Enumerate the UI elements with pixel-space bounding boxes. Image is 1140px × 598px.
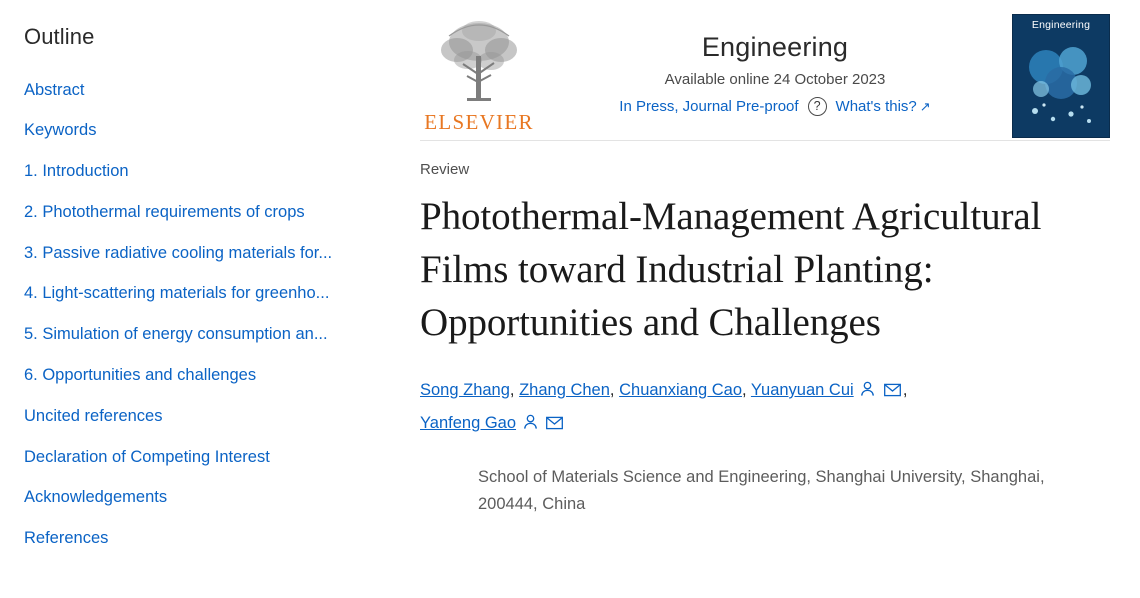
- envelope-icon[interactable]: [884, 377, 901, 408]
- journal-cover-thumbnail[interactable]: [1012, 14, 1110, 138]
- outline-heading: Outline: [24, 24, 95, 49]
- help-icon[interactable]: ?: [808, 97, 827, 116]
- author-list: [420, 375, 1100, 442]
- journal-meta: [538, 14, 1012, 116]
- sidebar-item-section-2[interactable]: 2. Photothermal requirements of crops: [24, 202, 305, 221]
- article-type-label: Review: [420, 161, 470, 178]
- sidebar-item-references[interactable]: References: [24, 529, 109, 548]
- whats-this-label: What's this?: [835, 98, 917, 115]
- author-name[interactable]: Song Zhang: [420, 381, 510, 400]
- sidebar-item-introduction[interactable]: 1. Introduction: [24, 162, 129, 181]
- sidebar-item-declaration-of-competing-interest[interactable]: Declaration of Competing Interest: [24, 447, 270, 466]
- author-name[interactable]: Yanfeng Gao: [420, 414, 517, 433]
- whats-this-link[interactable]: [836, 98, 931, 115]
- person-icon[interactable]: [860, 377, 875, 408]
- page-title: Photothermal-Management Agricultural Films toward Industrial Planting: Opportunities and Challenges: [420, 195, 1042, 345]
- elsevier-logo: [420, 14, 538, 135]
- author-name[interactable]: Chuanxiang Cao: [619, 381, 743, 400]
- author-separator: ,: [742, 381, 747, 400]
- sidebar-item-keywords[interactable]: Keywords: [24, 121, 97, 140]
- article-body: [400, 141, 1140, 518]
- external-link-icon: ↗: [919, 98, 931, 114]
- affiliation: School of Materials Science and Engineering, Shanghai University, Shanghai, 200444, China: [478, 467, 1045, 513]
- author-separator: ,: [609, 381, 615, 400]
- outline-nav: [24, 70, 378, 560]
- author-separator: ,: [509, 381, 515, 400]
- sidebar-item-uncited-references[interactable]: Uncited references: [24, 406, 163, 425]
- article-main: [400, 0, 1140, 598]
- available-online-date: Available online 24 October 2023: [664, 71, 886, 88]
- sidebar-item-section-4[interactable]: 4. Light-scattering materials for greenho...: [24, 284, 330, 303]
- press-status-row: [538, 97, 1012, 116]
- author-separator: ,: [902, 381, 908, 400]
- sidebar-item-section-5[interactable]: 5. Simulation of energy consumption an...: [24, 325, 328, 344]
- in-press-link[interactable]: In Press, Journal Pre-proof: [619, 98, 799, 115]
- person-icon[interactable]: [523, 410, 538, 441]
- author-name[interactable]: Zhang Chen: [519, 381, 610, 400]
- sidebar-item-section-3[interactable]: 3. Passive radiative cooling materials for...: [24, 243, 333, 262]
- elsevier-wordmark: ELSEVIER: [424, 110, 534, 134]
- author-name[interactable]: Yuanyuan Cui: [750, 381, 854, 400]
- elsevier-tree-icon: [427, 16, 531, 108]
- journal-name: Engineering: [701, 32, 849, 62]
- envelope-icon[interactable]: [546, 410, 563, 441]
- sidebar-item-acknowledgements[interactable]: Acknowledgements: [24, 488, 168, 507]
- outline-sidebar: [0, 0, 400, 598]
- cover-artwork-icon: [1013, 15, 1110, 138]
- sidebar-item-abstract[interactable]: Abstract: [24, 80, 85, 99]
- journal-header: [400, 0, 1140, 140]
- sidebar-item-section-6[interactable]: 6. Opportunities and challenges: [24, 366, 257, 385]
- cover-title: Engineering: [1031, 19, 1091, 31]
